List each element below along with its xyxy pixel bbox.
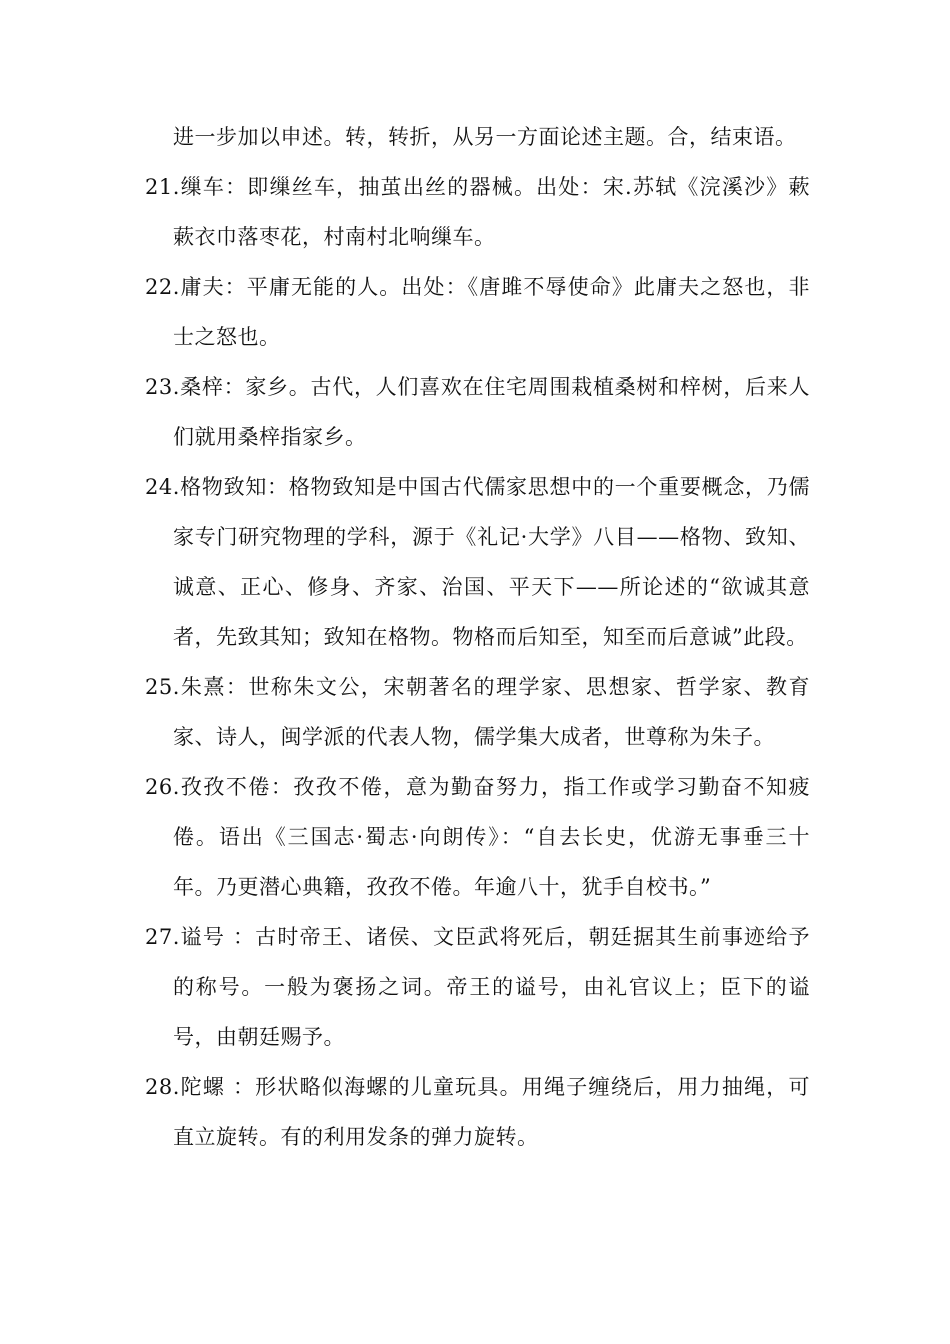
glossary-entry-27 [145,912,810,1062]
entry-number: 22. [145,275,180,299]
glossary-entry-22 [145,262,810,362]
glossary-entry-25 [145,662,810,762]
glossary-entry-24 [145,462,810,662]
entry-number: 21. [145,175,180,199]
glossary-entry-21 [145,162,810,262]
entry-text: 陀螺 ：形状略似海螺的儿童玩具。用绳子缠绕后，用力抽绳，可直立旋转。有的利用发条的弹力旋转。 [173,1075,810,1149]
glossary-entry-26 [145,762,810,912]
glossary-entry-28 [145,1062,810,1162]
entry-text: 庸夫：平庸无能的人。出处：《唐雎不辱使命》此庸夫之怒也，非士之怒也。 [173,275,810,349]
entry-text: 谥号 ：古时帝王、诸侯、文臣武将死后，朝廷据其生前事迹给予的称号。一般为褒扬之词。帝王的谥号，由礼官议上；臣下的谥号，由朝廷赐予。 [173,925,810,1049]
page-content [145,112,810,1162]
entry-text: 孜孜不倦：孜孜不倦，意为勤奋努力，指工作或学习勤奋不知疲倦。语出《三国志·蜀志·向朗传》：“自去长史，优游无事垂三十年。乃更潜心典籍，孜孜不倦。年逾八十，犹手自校书。” [173,775,810,899]
entry-number: 28. [145,1075,180,1099]
entry-number: 26. [145,775,180,799]
entry-text: 格物致知：格物致知是中国古代儒家思想中的一个重要概念，乃儒家专门研究物理的学科，源于《礼记·大学》八目——格物、致知、诚意、正心、修身、齐家、治国、平天下——所论述的“欲诚其意者，先致其知；致知在格物。物格而后知至，知至而后意诚”此段。 [173,475,810,649]
entry-text: 朱熹：世称朱文公，宋朝著名的理学家、思想家、哲学家、教育家、诗人，闽学派的代表人物，儒学集大成者，世尊称为朱子。 [173,675,810,749]
glossary-entry-23 [145,362,810,462]
entry-text: 桑梓：家乡。古代，人们喜欢在住宅周围栽植桑树和梓树，后来人们就用桑梓指家乡。 [173,375,810,449]
entry-number: 27. [145,925,180,949]
entry-number: 23. [145,375,180,399]
entry-text: 缫车：即缫丝车，抽茧出丝的器械。出处：宋.苏轼《浣溪沙》蔌蔌衣巾落枣花，村南村北响缫车。 [173,175,810,249]
entry-number: 24. [145,475,180,499]
entry-number: 25. [145,675,180,699]
continuation-paragraph: 进一步加以申述。转，转折，从另一方面论述主题。合，结束语。 [173,125,797,149]
